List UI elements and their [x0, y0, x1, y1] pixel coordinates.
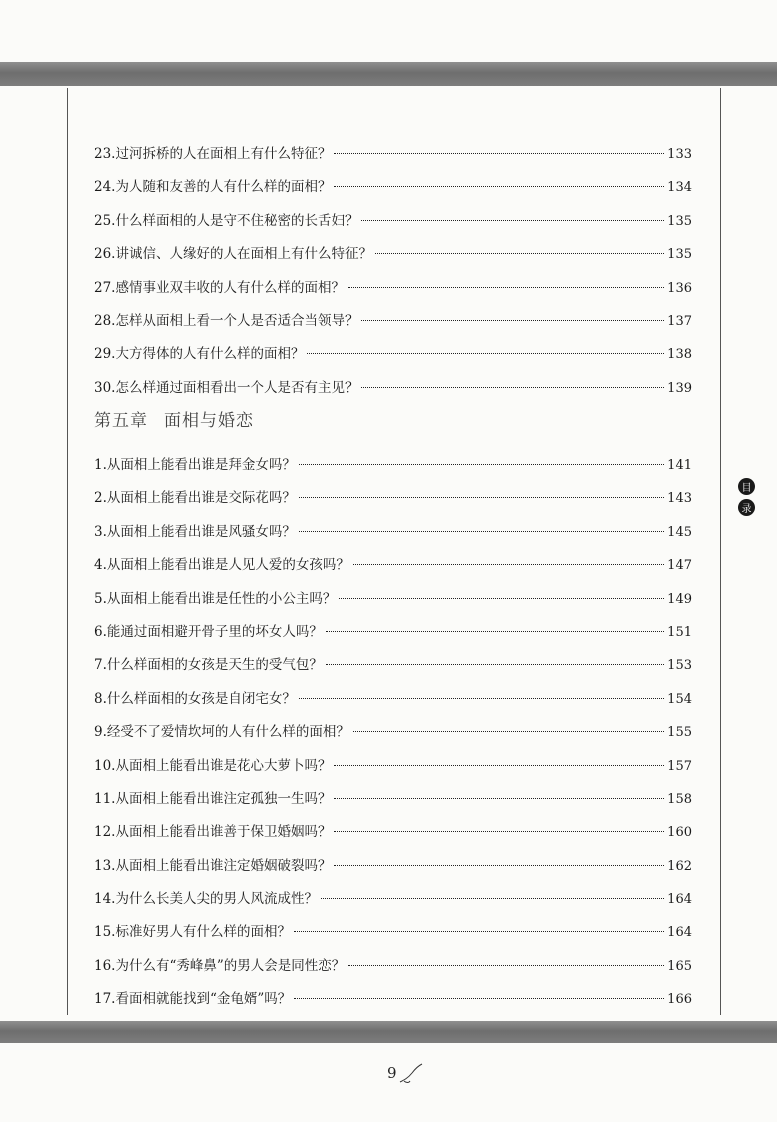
toc-entry-page: 160: [667, 825, 692, 841]
toc-entry-page: 162: [667, 858, 692, 874]
toc-entry: [94, 273, 692, 303]
side-tab-char-1: 目: [738, 478, 755, 495]
toc-entry-title: 大方得体的人有什么样的面相？: [115, 346, 305, 363]
toc-entry-page: 151: [667, 624, 692, 640]
dot-leader: [334, 831, 664, 832]
toc-entry-number: 9.: [94, 724, 107, 741]
toc-entry-number: 23.: [94, 146, 116, 162]
toc-entry: [94, 139, 692, 169]
dot-leader: [299, 464, 664, 465]
toc-entry-title: 标准好男人有什么样的面相？: [115, 924, 291, 941]
toc-entry-title: 从面相上能看出谁是交际花吗？: [106, 490, 296, 507]
toc-entry-page: 133: [667, 147, 692, 162]
toc-entry: [94, 517, 692, 547]
toc-entry-number: 3.: [94, 523, 107, 540]
toc-entry-title: 什么样面相的女孩是自闭宅女？: [106, 690, 296, 707]
toc-entry-title: 为什么有“秀峰鼻”的男人会是同性恋？: [115, 957, 346, 974]
side-tab-contents: [738, 478, 756, 520]
page-number: 9: [387, 1064, 397, 1082]
toc-entry-number: 30.: [94, 379, 116, 396]
dot-leader: [334, 153, 664, 154]
toc-entry-number: 1.: [94, 457, 107, 473]
dot-leader: [334, 765, 664, 766]
toc-entry-page: 147: [667, 558, 692, 574]
toc-entry-page: 157: [667, 758, 692, 774]
toc-entry-number: 7.: [94, 657, 107, 674]
dot-leader: [348, 965, 664, 966]
right-margin-rule: [720, 88, 721, 1015]
toc-entry-page: 164: [667, 925, 692, 941]
toc-entry-number: 25.: [94, 212, 116, 229]
toc-entry: [94, 339, 692, 369]
toc-entry-title: 怎么样通过面相看出一个人是否有主见？: [115, 379, 359, 396]
dot-leader: [299, 497, 664, 498]
toc-entry-title: 从面相上能看出谁注定婚姻破裂吗？: [115, 857, 332, 874]
toc-entry-page: 153: [667, 658, 692, 674]
dot-leader: [299, 698, 664, 699]
toc-entry-number: 5.: [94, 590, 107, 607]
toc-entry-title: 什么样面相的人是守不住秘密的长舌妇？: [115, 212, 359, 229]
toc-entry: [94, 684, 692, 714]
toc-entry-number: 13.: [94, 857, 116, 874]
toc-entry-number: 2.: [94, 490, 107, 507]
dot-leader: [361, 220, 664, 221]
chapter-title: 面相与婚恋: [164, 411, 254, 431]
toc-entry-title: 过河拆桥的人在面相上有什么特征？: [115, 146, 332, 162]
toc-entry: [94, 951, 692, 981]
side-tab-char-2: 录: [738, 499, 755, 516]
toc-entry-page: 135: [667, 247, 692, 263]
dot-leader: [353, 731, 664, 732]
toc-entry-number: 16.: [94, 957, 116, 974]
dot-leader: [326, 631, 664, 632]
page-number-ornament-icon: [398, 1062, 424, 1084]
dot-leader: [294, 998, 664, 999]
toc-entry: [94, 650, 692, 680]
dot-leader: [299, 531, 664, 532]
toc-entry: [94, 306, 692, 336]
dot-leader: [361, 387, 664, 388]
toc-entry-page: 135: [667, 213, 692, 229]
toc-entry: [94, 373, 692, 403]
dot-leader: [294, 931, 664, 932]
dot-leader: [334, 186, 664, 187]
toc-entry-page: 134: [667, 180, 692, 196]
toc-entry: [94, 851, 692, 881]
toc-entry-page: 141: [667, 458, 692, 473]
toc-entry-number: 24.: [94, 179, 116, 196]
dot-leader: [353, 564, 664, 565]
toc-entry: [94, 984, 692, 1014]
toc-entry: [94, 817, 692, 847]
left-margin-rule: [67, 88, 68, 1015]
toc-entry: [94, 751, 692, 781]
toc-entry-title: 从面相上能看出谁是人见人爱的女孩吗？: [106, 557, 350, 574]
toc-entry-number: 26.: [94, 246, 116, 263]
toc-entry-page: 165: [667, 958, 692, 974]
top-header-band: [0, 62, 777, 86]
toc-entry-page: 158: [667, 791, 692, 807]
toc-entry-title: 看面相就能找到“金龟婿”吗？: [115, 991, 292, 1008]
toc-entry-title: 经受不了爱情坎坷的人有什么样的面相？: [106, 724, 350, 741]
dot-leader: [334, 798, 664, 799]
toc-entry: [94, 239, 692, 269]
chapter-label: 第五章: [94, 411, 148, 431]
toc-entry-number: 17.: [94, 991, 116, 1008]
toc-entry-title: 怎样从面相上看一个人是否适合当领导？: [115, 312, 359, 329]
toc-entry-number: 27.: [94, 279, 116, 296]
toc-entry-page: 136: [667, 280, 692, 296]
toc-entry: [94, 483, 692, 513]
toc-list-continued: [94, 139, 692, 403]
toc-entry-number: 12.: [94, 824, 116, 841]
toc-list-chapter5: [94, 450, 692, 1048]
toc-entry-title: 从面相上能看出谁是任性的小公主吗？: [106, 590, 337, 607]
chapter-heading: [94, 406, 254, 431]
toc-entry: [94, 550, 692, 580]
toc-entry-title: 从面相上能看出谁是风骚女吗？: [106, 523, 296, 540]
toc-entry: [94, 450, 692, 480]
toc-entry-number: 28.: [94, 312, 116, 329]
toc-entry: [94, 884, 692, 914]
dot-leader: [326, 664, 664, 665]
toc-entry-page: 137: [667, 313, 692, 329]
bottom-footer-band: [0, 1021, 777, 1043]
dot-leader: [321, 898, 664, 899]
toc-entry: [94, 717, 692, 747]
toc-entry-title: 能通过面相避开骨子里的坏女人吗？: [106, 623, 323, 640]
toc-entry-page: 143: [667, 491, 692, 507]
toc-entry-number: 4.: [94, 557, 107, 574]
toc-entry-title: 为什么长美人尖的男人风流成性？: [115, 891, 318, 908]
toc-entry-title: 从面相上能看出谁注定孤独一生吗？: [115, 790, 332, 807]
toc-entry-title: 为人随和友善的人有什么样的面相？: [115, 179, 332, 196]
toc-entry-title: 感情事业双丰收的人有什么样的面相？: [115, 279, 345, 296]
toc-entry: [94, 917, 692, 947]
toc-entry-page: 145: [667, 524, 692, 540]
toc-entry: [94, 617, 692, 647]
toc-entry-page: 149: [667, 591, 692, 607]
toc-entry-title: 从面相上能看出谁善于保卫婚姻吗？: [115, 824, 332, 841]
toc-entry-page: 154: [667, 691, 692, 707]
toc-entry-title: 从面相上能看出谁是花心大萝卜吗？: [115, 757, 332, 774]
dot-leader: [339, 598, 664, 599]
dot-leader: [375, 253, 664, 254]
toc-entry: [94, 784, 692, 814]
toc-entry-page: 138: [667, 347, 692, 363]
dot-leader: [307, 353, 664, 354]
toc-entry-number: 6.: [94, 623, 107, 640]
dot-leader: [348, 287, 664, 288]
dot-leader: [361, 320, 664, 321]
toc-entry-title: 讲诚信、人缘好的人在面相上有什么特征？: [115, 246, 372, 263]
toc-entry-number: 11.: [94, 790, 116, 807]
toc-entry: [94, 206, 692, 236]
toc-entry-title: 从面相上能看出谁是拜金女吗？: [106, 457, 296, 473]
toc-entry-page: 164: [667, 892, 692, 908]
toc-entry-number: 15.: [94, 924, 116, 941]
toc-entry-number: 10.: [94, 757, 116, 774]
toc-entry-page: 155: [667, 725, 692, 741]
toc-entry-page: 139: [667, 380, 692, 396]
toc-entry-number: 8.: [94, 690, 107, 707]
toc-entry: [94, 172, 692, 202]
toc-entry-title: 什么样面相的女孩是天生的受气包？: [106, 657, 323, 674]
toc-entry-number: 29.: [94, 346, 116, 363]
toc-entry: [94, 584, 692, 614]
toc-entry-number: 14.: [94, 891, 116, 908]
toc-entry-page: 166: [667, 992, 692, 1008]
dot-leader: [334, 865, 664, 866]
